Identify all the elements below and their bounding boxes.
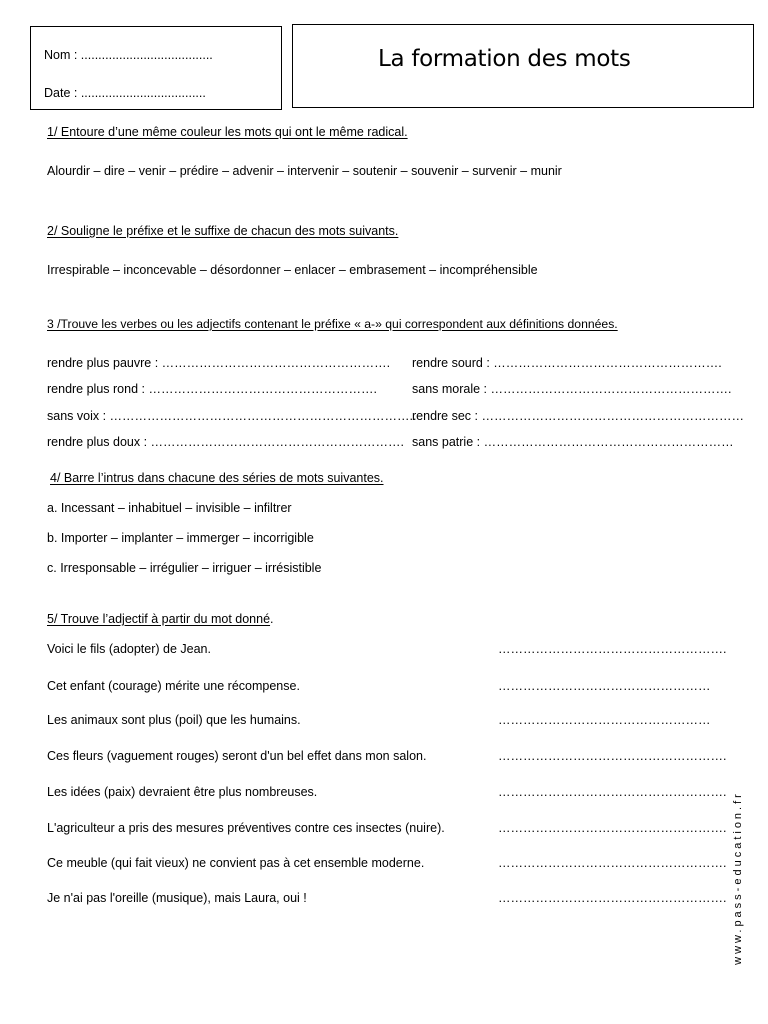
definition-item[interactable]: rendre plus pauvre : ………………………………………………. — [47, 356, 391, 370]
sentence-item: Les animaux sont plus (poil) que les humains. — [47, 713, 301, 727]
answer-blank[interactable]: ………………………………………………. — [498, 891, 727, 905]
exercise-1-words: Alourdir – dire – venir – prédire – advenir – intervenir – soutenir – souvenir – survenir – munir — [47, 164, 562, 178]
answer-blank[interactable]: …………………………………………… — [498, 713, 711, 727]
answer-blank[interactable]: ………………………………………………. — [498, 642, 727, 656]
page-title: La formation des mots — [378, 46, 631, 72]
exercise-4-heading: 4/ Barre l’intrus dans chacune des séries de mots suivantes. — [50, 471, 384, 485]
sentence-item: Cet enfant (courage) mérite une récompense. — [47, 679, 300, 693]
definition-item[interactable]: rendre sec : ……………………………………………………… — [412, 409, 744, 423]
sentence-item: Je n'ai pas l'oreille (musique), mais Laura, oui ! — [47, 891, 307, 905]
definition-item[interactable]: rendre sourd : ………………………………………………. — [412, 356, 722, 370]
answer-blank[interactable]: ………………………………………………. — [498, 856, 727, 870]
word-series-item: b. Importer – implanter – immerger – incorrigible — [47, 531, 314, 545]
name-field[interactable]: Nom : ...................................... — [44, 48, 213, 62]
word-series-item: a. Incessant – inhabituel – invisible – infiltrer — [47, 501, 292, 515]
answer-blank[interactable]: ………………………………………………. — [498, 749, 727, 763]
answer-blank[interactable]: …………………………………………… — [498, 679, 711, 693]
sentence-item: Voici le fils (adopter) de Jean. — [47, 642, 211, 656]
answer-blank[interactable]: ………………………………………………. — [498, 785, 727, 799]
exercise-1-heading: 1/ Entoure d’une même couleur les mots qui ont le même radical. — [47, 125, 408, 139]
definition-item[interactable]: sans morale : …………………………………………………. — [412, 382, 732, 396]
date-field[interactable]: Date : .................................... — [44, 86, 206, 100]
sentence-item: Ce meuble (qui fait vieux) ne convient pas à cet ensemble moderne. — [47, 856, 425, 870]
exercise-2-heading: 2/ Souligne le préfixe et le suffixe de chacun des mots suivants. — [47, 224, 399, 238]
site-watermark: www.pass-education.fr — [732, 791, 744, 965]
definition-item[interactable]: rendre plus rond : ………………………………………………. — [47, 382, 377, 396]
answer-blank[interactable]: ………………………………………………. — [498, 821, 727, 835]
definition-item[interactable]: rendre plus doux : ……………………………………………………. — [47, 435, 405, 449]
sentence-item: Ces fleurs (vaguement rouges) seront d'un bel effet dans mon salon. — [47, 749, 427, 763]
sentence-item: Les idées (paix) devraient être plus nombreuses. — [47, 785, 318, 799]
exercise-2-words: Irrespirable – inconcevable – désordonner – enlacer – embrasement – incompréhensible — [47, 263, 538, 277]
word-series-item: c. Irresponsable – irrégulier – irriguer – irrésistible — [47, 561, 322, 575]
exercise-3-heading: 3 /Trouve les verbes ou les adjectifs contenant le préfixe « a-» qui correspondent aux définitions données. — [47, 317, 618, 331]
definition-item[interactable]: sans voix : ……………………………………………………………….. — [47, 409, 417, 423]
exercise-5-heading-period: . — [270, 612, 274, 626]
exercise-5-heading-line — [47, 612, 274, 626]
exercise-5-heading: 5/ Trouve l’adjectif à partir du mot donné — [47, 612, 271, 626]
definition-item[interactable]: sans patrie : …………………………………………………… — [412, 435, 734, 449]
sentence-item: L'agriculteur a pris des mesures préventives contre ces insectes (nuire). — [47, 821, 445, 835]
